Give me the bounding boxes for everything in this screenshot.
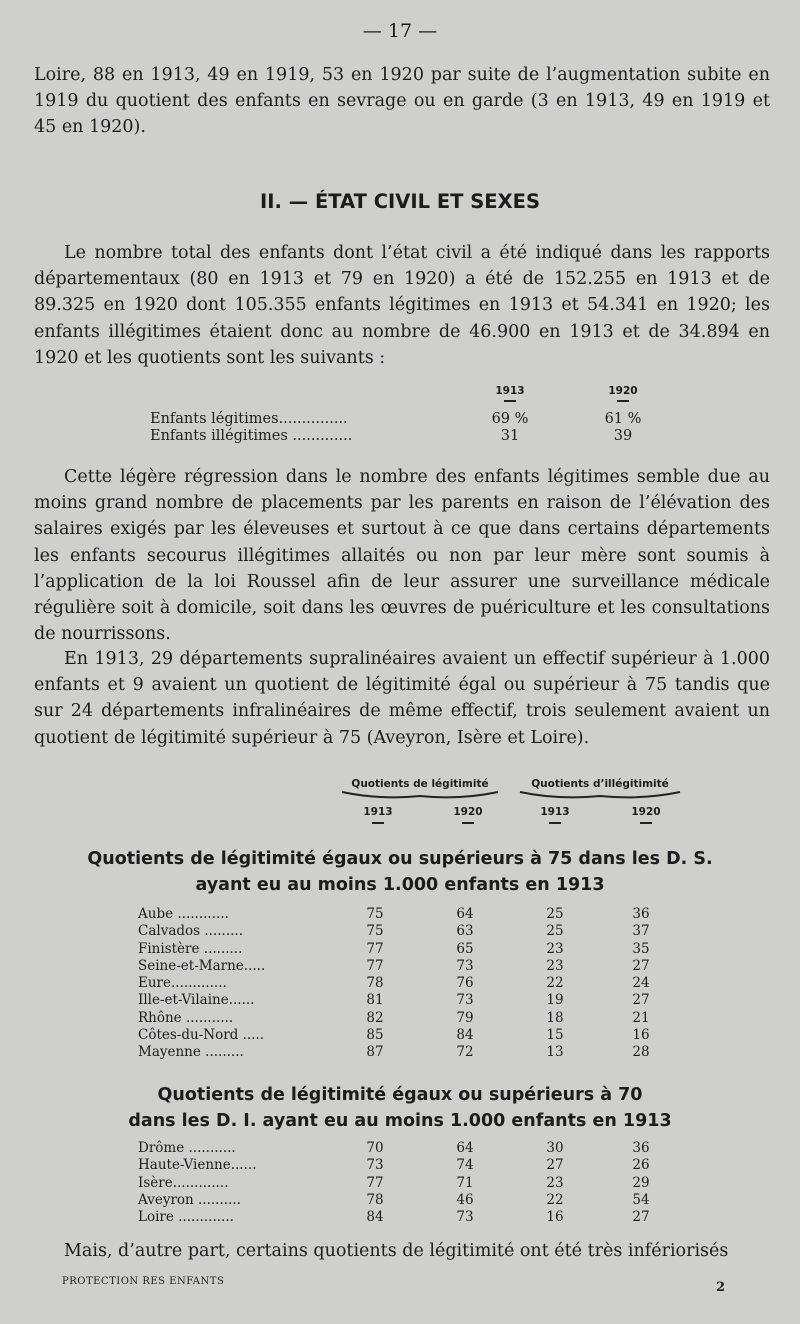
quotient-value: 77 bbox=[366, 1174, 384, 1191]
quotient-value: 36 bbox=[632, 1140, 650, 1156]
department-name: Isère............. bbox=[138, 1174, 229, 1191]
table-1 bbox=[138, 906, 698, 1062]
quotient-value: 25 bbox=[546, 923, 564, 940]
department-name: Calvados ......... bbox=[138, 923, 243, 940]
quotient-value: 64 bbox=[456, 906, 474, 922]
table-2 bbox=[138, 1140, 698, 1226]
table-row bbox=[138, 958, 698, 975]
quotient-value: 84 bbox=[366, 1209, 384, 1226]
footer-title: PROTECTION RES ENFANTS bbox=[62, 1276, 225, 1287]
quotient-value: 27 bbox=[632, 1209, 650, 1226]
department-name: Finistère ......... bbox=[138, 940, 243, 957]
paragraph-4-text: Mais, d’autre part, certains quotients de légitimité ont été très infériorisés bbox=[64, 1241, 729, 1261]
intro-text: Loire, 88 en 1913, 49 en 1919, 53 en 1920 par suite de l’augmentation subite en 1919 du quotient des enfants en sevrage ou en garde (3 en 1913, 49 en 1919 et 45 en 1920). bbox=[34, 65, 770, 138]
quotient-value: 27 bbox=[632, 992, 650, 1009]
quotient-value: 35 bbox=[632, 940, 650, 957]
quotient-value: 27 bbox=[632, 957, 650, 974]
quotient-value: 64 bbox=[456, 1140, 474, 1156]
department-name: Rhône ........... bbox=[138, 1009, 234, 1026]
paragraph-2 bbox=[34, 464, 770, 647]
paragraph-1-text: Le nombre total des enfants dont l’état civil a été indiqué dans les rapports départementaux (80 en 1913 et 79 en 1920) a été de 152.255 en 1913 et de 89.325 en 1920 dont 105.355 enfants légitimes en 1913 et 54.341 en 1920; les enfants illégitimes étaient donc au nombre de 46.900 en 1913 et de 34.894 en 1920 et les quotients sont les suivants : bbox=[34, 243, 770, 368]
group-header-legitimacy: Quotients de légitimité bbox=[340, 778, 500, 800]
table-row bbox=[138, 923, 698, 940]
small-quotient-table bbox=[150, 385, 670, 445]
footer-signature-number: 2 bbox=[716, 1280, 726, 1295]
department-name: Mayenne ......... bbox=[138, 1044, 244, 1061]
quotient-value: 73 bbox=[456, 957, 474, 974]
quotient-value: 22 bbox=[546, 1191, 564, 1208]
quotient-value: 54 bbox=[632, 1191, 650, 1208]
department-name: Drôme ........... bbox=[138, 1140, 236, 1156]
quotient-value: 37 bbox=[632, 923, 650, 940]
quotient-value: 72 bbox=[456, 1044, 474, 1061]
quotient-value: 78 bbox=[366, 1191, 384, 1208]
quotient-value: 16 bbox=[546, 1209, 564, 1226]
quotient-value: 19 bbox=[546, 992, 564, 1009]
table-2-title: Quotients de légitimité égaux ou supérieurs à 70 dans les D. I. ayant eu au moins 1.000 enfants en 1913 bbox=[128, 1085, 672, 1131]
paragraph-3 bbox=[34, 646, 770, 751]
paragraph-4 bbox=[34, 1238, 770, 1264]
paragraph-2-text: Cette légère régression dans le nombre des enfants légitimes semble due au moins grand nombre de placements par les parents en raison de l’élévation des salaires exigés par les éleveuses et surtout à ce que dans certains départements les enfants secourus illégitimes allaités ou non par leur mère sont soumis à l’application de la loi Roussel afin de leur assurer une surveillance médicale régulière soit à domicile, soit dans les œuvres de puériculture et les consultations de nourrissons. bbox=[34, 467, 770, 645]
col-header-1920: 1920 bbox=[598, 385, 648, 402]
quotient-value: 81 bbox=[366, 992, 384, 1009]
quotient-value: 27 bbox=[546, 1157, 564, 1174]
table-row bbox=[138, 1175, 698, 1192]
quotient-value: 79 bbox=[456, 1009, 474, 1026]
subheader-1913-illegit: 1913 bbox=[530, 806, 580, 824]
department-name: Eure............. bbox=[138, 975, 227, 992]
quotient-value: 73 bbox=[366, 1157, 384, 1174]
quotient-value: 82 bbox=[366, 1009, 384, 1026]
group-header-illegitimacy: Quotients d’illégitimité bbox=[518, 778, 682, 800]
quotient-value: 29 bbox=[632, 1174, 650, 1191]
department-name: Aube ............ bbox=[138, 906, 229, 922]
quotient-value: 30 bbox=[546, 1140, 564, 1156]
quotient-value: 23 bbox=[546, 957, 564, 974]
quotient-value: 46 bbox=[456, 1191, 474, 1208]
table-row bbox=[138, 1027, 698, 1044]
quotient-value: 23 bbox=[546, 1174, 564, 1191]
table-row bbox=[138, 1157, 698, 1174]
quotient-value: 15 bbox=[546, 1027, 564, 1044]
intro-paragraph bbox=[34, 62, 770, 141]
quotient-value: 13 bbox=[546, 1044, 564, 1061]
table-row bbox=[138, 1209, 698, 1226]
table-row bbox=[138, 1192, 698, 1209]
table-1-title: Quotients de légitimité égaux ou supérieurs à 75 dans les D. S. ayant eu au moins 1.000 enfants en 1913 bbox=[87, 849, 713, 895]
paragraph-1 bbox=[34, 240, 770, 371]
table-row bbox=[138, 1010, 698, 1027]
table-row bbox=[138, 941, 698, 958]
quotient-value: 22 bbox=[546, 975, 564, 992]
col-header-1913: 1913 bbox=[490, 385, 530, 402]
department-name: Haute-Vienne...... bbox=[138, 1157, 257, 1174]
quotient-value: 18 bbox=[546, 1009, 564, 1026]
quotient-value: 84 bbox=[456, 1027, 474, 1044]
quotient-value: 16 bbox=[632, 1027, 650, 1044]
paragraph-3-text: En 1913, 29 départements supralinéaires avaient un effectif supérieur à 1.000 enfants et 9 avaient un quotient de légitimité égal ou supérieur à 75 tandis que sur 24 départements infralinéaires de même effectif, trois seulement avaient un quotient de légitimité supérieur à 75 (Aveyron, Isère et Loire). bbox=[34, 649, 770, 748]
quotient-value: 87 bbox=[366, 1044, 384, 1061]
page-number: — 17 — bbox=[362, 20, 438, 42]
quotient-value: 70 bbox=[366, 1140, 384, 1156]
subheader-1920-illegit: 1920 bbox=[621, 806, 671, 824]
quotient-value: 65 bbox=[456, 940, 474, 957]
table-row bbox=[138, 975, 698, 992]
quotient-value: 77 bbox=[366, 957, 384, 974]
quotient-value: 24 bbox=[632, 975, 650, 992]
brace-icon bbox=[518, 790, 682, 800]
table-row bbox=[138, 1140, 698, 1157]
quotient-value: 73 bbox=[456, 1209, 474, 1226]
department-name: Loire ............. bbox=[138, 1209, 234, 1226]
table-row: Enfants illégitimes ............. 31 39 bbox=[150, 428, 633, 444]
quotient-value: 77 bbox=[366, 940, 384, 957]
quotient-value: 85 bbox=[366, 1027, 384, 1044]
quotient-value: 28 bbox=[632, 1044, 650, 1061]
quotient-value: 26 bbox=[632, 1157, 650, 1174]
section-title: II. — ÉTAT CIVIL ET SEXES bbox=[259, 190, 541, 213]
quotient-value: 63 bbox=[456, 923, 474, 940]
brace-icon bbox=[340, 790, 500, 800]
subheader-1920-legit: 1920 bbox=[443, 806, 493, 824]
quotient-value: 36 bbox=[632, 906, 650, 922]
quotient-value: 21 bbox=[632, 1009, 650, 1026]
quotient-value: 71 bbox=[456, 1174, 474, 1191]
table-row bbox=[138, 992, 698, 1009]
department-name: Côtes-du-Nord ..... bbox=[138, 1027, 265, 1044]
table-row: Enfants légitimes............... 69 % 61 % bbox=[150, 411, 642, 427]
quotient-value: 23 bbox=[546, 940, 564, 957]
quotient-value: 75 bbox=[366, 923, 384, 940]
quotient-value: 75 bbox=[366, 906, 384, 922]
quotient-value: 74 bbox=[456, 1157, 474, 1174]
quotient-value: 76 bbox=[456, 975, 474, 992]
quotient-value: 78 bbox=[366, 975, 384, 992]
department-name: Ille-et-Vilaine...... bbox=[138, 992, 255, 1009]
table-row bbox=[138, 1044, 698, 1061]
quotient-value: 73 bbox=[456, 992, 474, 1009]
department-name: Seine-et-Marne..... bbox=[138, 957, 266, 974]
table-row bbox=[138, 906, 698, 923]
department-name: Aveyron .......... bbox=[138, 1191, 241, 1208]
subheader-1913-legit: 1913 bbox=[353, 806, 403, 824]
quotient-value: 25 bbox=[546, 906, 564, 922]
